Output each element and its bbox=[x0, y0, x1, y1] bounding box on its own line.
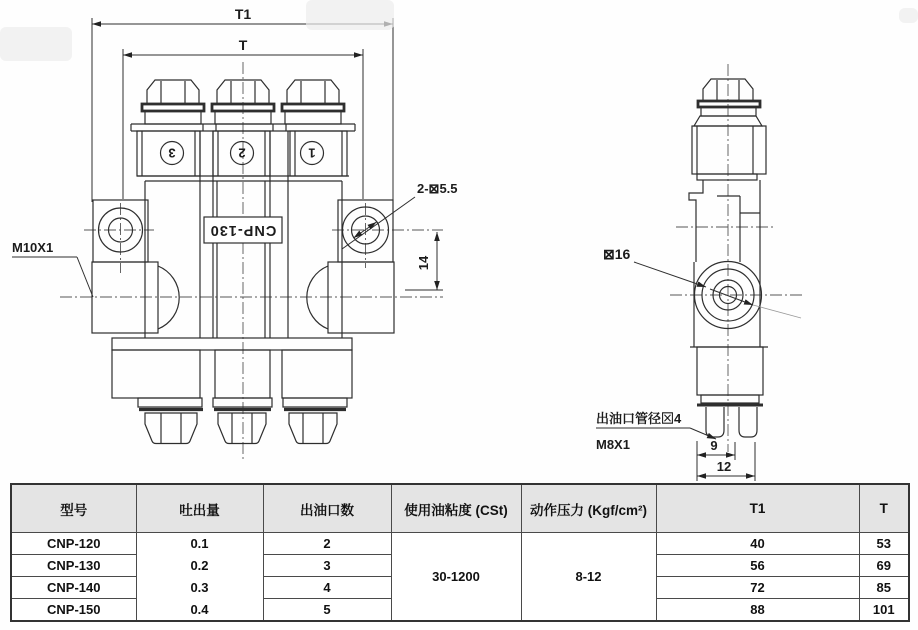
spec-table-header-row bbox=[11, 484, 909, 533]
side-center-lines bbox=[670, 64, 802, 452]
cell-model: CNP-140 bbox=[11, 577, 136, 599]
thread-label-m8x1: M8X1 bbox=[596, 437, 630, 452]
cell-outlet-count: 5 bbox=[263, 599, 391, 622]
dim-label-9: 9 bbox=[710, 438, 718, 453]
dim-label-t1: T1 bbox=[234, 6, 252, 22]
m10x1-leader-line bbox=[12, 257, 93, 297]
col-header-t: T bbox=[859, 484, 909, 533]
square-callout-leader bbox=[634, 262, 801, 318]
square-callout-label: ⊠16 bbox=[603, 246, 631, 262]
col-header-viscosity: 使用油粘度 (CSt) bbox=[391, 484, 521, 533]
spec-table bbox=[10, 483, 910, 622]
cell-t1: 88 bbox=[656, 599, 859, 622]
col-header-model: 型号 bbox=[11, 484, 136, 533]
cell-outlet-count: 2 bbox=[263, 533, 391, 555]
hole-callout-label: 2-⊠5.5 bbox=[417, 181, 458, 196]
model-plate-label: CNP-130 bbox=[209, 222, 277, 238]
cell-discharge: 0.1 bbox=[136, 533, 263, 555]
col-header-pressure: 动作压力 (Kgf/cm²) bbox=[521, 484, 656, 533]
cell-t1: 56 bbox=[656, 555, 859, 577]
cell-t: 53 bbox=[859, 533, 909, 555]
cell-discharge: 0.3 bbox=[136, 577, 263, 599]
table-row bbox=[11, 533, 909, 555]
center-lines bbox=[60, 62, 443, 460]
cell-t: 69 bbox=[859, 555, 909, 577]
outlet-pipe-label: 出油口管径⊠4 bbox=[596, 411, 682, 426]
left-mounting-ear bbox=[92, 200, 179, 333]
col-header-outlet-count: 出油口数 bbox=[263, 484, 391, 533]
dim-label-14: 14 bbox=[416, 255, 431, 271]
cell-model: CNP-130 bbox=[11, 555, 136, 577]
cell-viscosity: 30-1200 bbox=[391, 533, 521, 622]
scan-artifact bbox=[0, 27, 72, 61]
side-view bbox=[596, 64, 802, 481]
port-number-3: 3 bbox=[168, 145, 176, 161]
cell-outlet-count: 4 bbox=[263, 577, 391, 599]
port-number-2: 2 bbox=[238, 145, 246, 161]
front-view bbox=[12, 6, 458, 460]
cell-t: 85 bbox=[859, 577, 909, 599]
cell-discharge: 0.4 bbox=[136, 599, 263, 622]
cell-discharge: 0.2 bbox=[136, 555, 263, 577]
cell-t: 101 bbox=[859, 599, 909, 622]
right-mounting-ear bbox=[307, 200, 394, 333]
scan-artifact bbox=[899, 8, 918, 23]
cell-model: CNP-120 bbox=[11, 533, 136, 555]
bottom-outlets bbox=[112, 338, 352, 444]
cell-t1: 72 bbox=[656, 577, 859, 599]
cell-pressure: 8-12 bbox=[521, 533, 656, 622]
col-header-t1: T1 bbox=[656, 484, 859, 533]
thread-label-m10x1: M10X1 bbox=[12, 240, 54, 255]
dim-label-12: 12 bbox=[716, 459, 732, 474]
cell-outlet-count: 3 bbox=[263, 555, 391, 577]
side-body bbox=[689, 126, 768, 437]
scan-artifact bbox=[306, 0, 394, 30]
port-number-1: 1 bbox=[308, 145, 316, 161]
dim-label-t: T bbox=[238, 37, 248, 53]
cell-t1: 40 bbox=[656, 533, 859, 555]
cell-model: CNP-150 bbox=[11, 599, 136, 622]
col-header-discharge: 吐出量 bbox=[136, 484, 263, 533]
